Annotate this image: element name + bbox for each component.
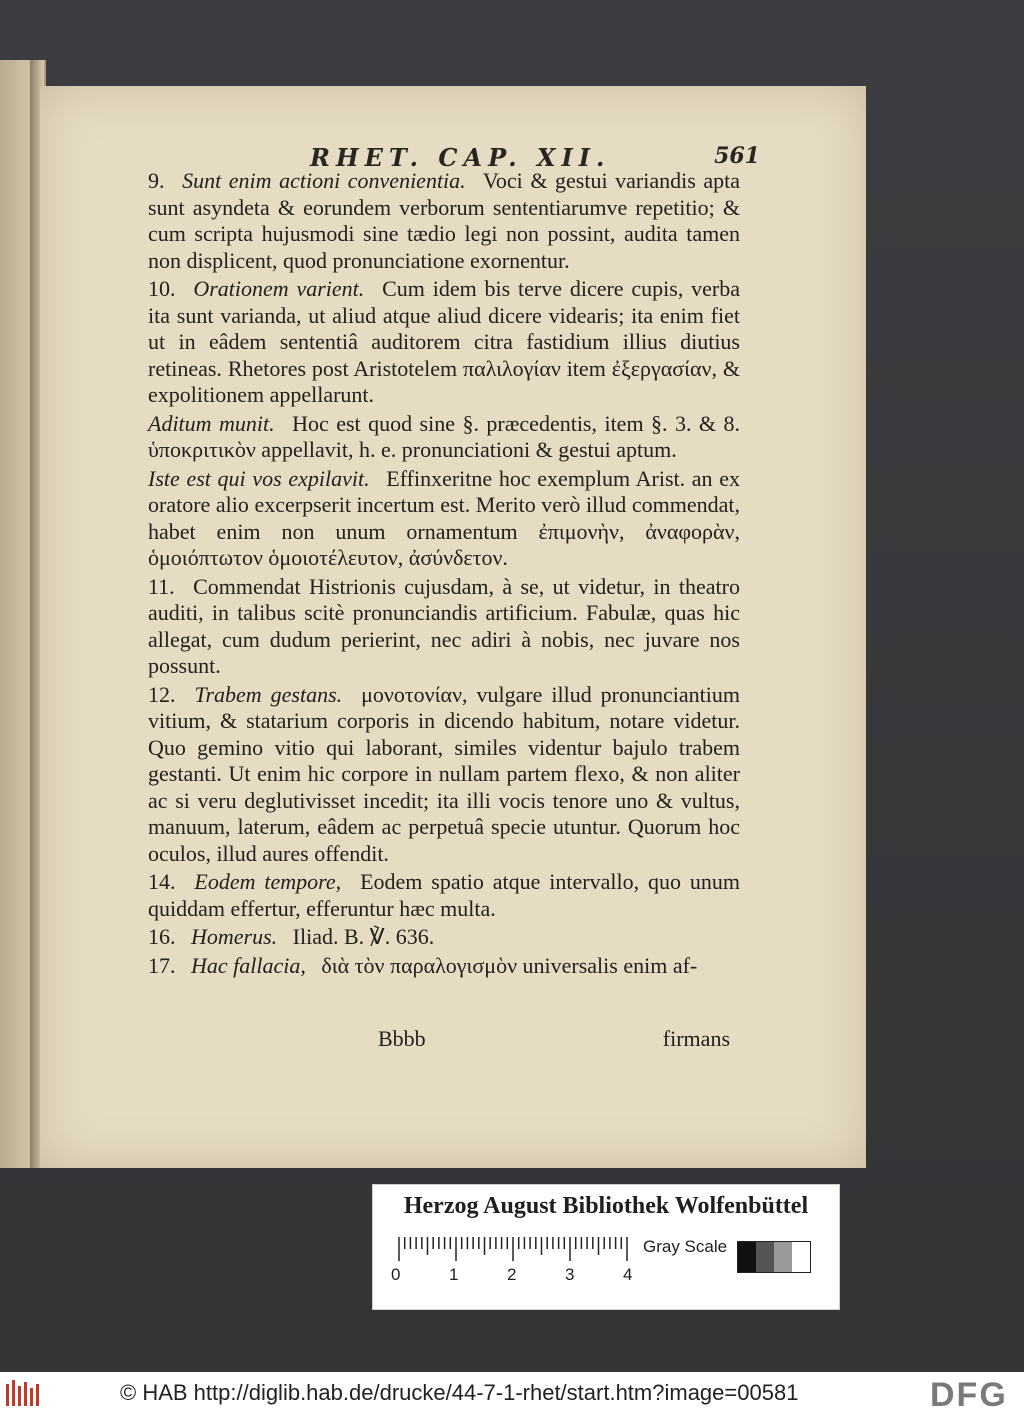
paragraph: 9. Sunt enim actioni convenientia. Voci & gestui variandis apta sunt asyndeta & eorundem verborum sententiarumve repetitio; & cum scripta hujusmodi sine tædio legi non possint, audita tamen non displicent, quod pronunciatione exornentur. [148,168,741,273]
paragraph: 11. Commendat Histrionis cujusdam, à se, ut videtur, in theatro auditi, in talibus scitè pronunciandis artificium. Fabulæ, quas hic allegat, cum dudum perierint, nec adiri à nobis, nec juvare nos possunt. [148,573,740,678]
page-number: 561 [714,143,760,169]
signature-mark: Bbbb [378,1026,426,1051]
paragraph: 14. Eodem tempore, Eodem spatio atque intervallo, quo unum quiddam effertur, efferuntur hæc multa. [148,869,740,921]
gray-swatch [774,1242,792,1272]
gray-swatch [756,1242,774,1272]
paragraph: 17. Hac fallacia, διὰ τὸν παραλογισμὸν universalis enim af- [148,952,698,978]
gray-scale-label: Gray Scale [643,1237,728,1256]
paragraph: 10. Orationem varient. Cum idem bis terve dicere cupis, verba ita sunt varianda, ut aliud atque aliud dicere videaris; ita enim fiet ut in eâdem sententiâ auditorem citra fastidium illius diutius retineas. Rhetores post Aristotelem παλιλογίαν item ἐξεργασίαν, & expolitionem appellarunt. [148,276,740,407]
ruler-scale [397,1237,629,1263]
library-color-card [372,1184,840,1310]
page-body [100,168,740,979]
paragraph: 16. Homerus. Iliad. B. ℣. 636. [148,924,435,949]
dfg-logo: DFG [930,1376,1008,1414]
gray-swatch [792,1242,810,1272]
ruler-label: 0 [391,1265,401,1284]
paragraph: Iste est qui vos expilavit. Effinxeritne hoc exemplum Arist. an ex oratore alio excerpserit incertum est. Merito verò illud commendat, habet enim non unum ornamentum ἐπιμονὴν, ἀναφορὰν, ὁμοιόπτωτον ὁμοιοτέλευτον, ἀσύνδετον. [148,465,740,570]
paragraph: 12. Trabem gestans. μονοτονίαν, vulgare illud pronunciantium vitium, & statarium corporis in dicendo habitum, notare videtur. Quo gemino vitio qui laborant, similes videntur bajulo trabem gestanti. Ut enim hic corpore in nullam partem flexo, & non aliter ac si veru deglutivisset incedit; ita illi vocis tenore uno & vultus, manuum, laterum, eâdem ac perpetuâ specie utuntur. Quorum hoc oculos, illud aures offendit. [148,681,740,866]
catchword: firmans [662,1026,730,1051]
gray-swatch [738,1242,756,1272]
gray-scale-swatch [737,1241,811,1273]
hab-logo-icon [4,1378,44,1410]
running-head: RHET. CAP. XII. [310,143,611,172]
ruler-label: 1 [449,1265,459,1284]
paragraph: Aditum munit. Hoc est quod sine §. præcedentis, item §. 3. & 8. ὑποκριτικὸν appellavit, h. e. pronunciationi & gestui aptum. [148,410,741,462]
copyright-link[interactable]: © HAB http://diglib.hab.de/drucke/44-7-1-rhet/start.htm?image=00581 [120,1380,799,1405]
ruler-label: 2 [507,1265,517,1284]
ruler-labels [391,1265,651,1285]
page-footer [378,1026,730,1056]
viewer-footer [0,1372,1024,1416]
library-name: Herzog August Bibliothek Wolfenbüttel [403,1193,809,1219]
ruler-label: 4 [623,1265,633,1284]
ruler-label: 3 [565,1265,575,1284]
